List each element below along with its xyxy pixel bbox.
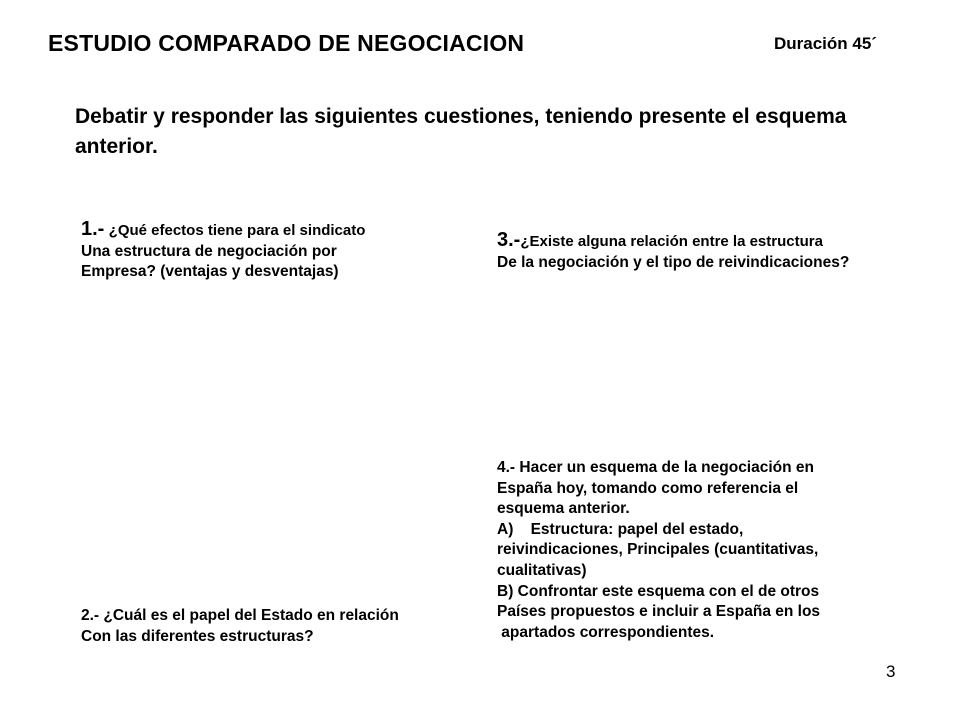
question-3-number: 3.- xyxy=(497,229,521,251)
question-4-line: Países propuestos e incluir a España en los xyxy=(497,603,821,621)
question-2-line: 2.- ¿Cuál es el papel del Estado en relación xyxy=(81,607,399,624)
question-1-number: 1.- xyxy=(81,218,105,240)
question-1-lead: ¿Qué efectos tiene para el sindicato xyxy=(108,222,366,239)
question-4-line: esquema anterior. xyxy=(497,500,630,518)
question-4-line: España hoy, tomando como referencia el xyxy=(497,479,799,497)
question-3-lead: ¿Existe alguna relación entre la estructura xyxy=(520,233,823,250)
question-2-line: Con las diferentes estructuras? xyxy=(81,627,314,645)
question-1-line: Empresa? (ventajas y desventajas) xyxy=(81,263,339,280)
question-2 xyxy=(81,606,399,647)
question-1 xyxy=(81,219,365,283)
page-number: 3 xyxy=(886,662,896,681)
question-1-line: Una estructura de negociación por xyxy=(81,242,337,260)
page-title: ESTUDIO COMPARADO DE NEGOCIACION xyxy=(48,30,525,56)
question-4-line: A) Estructura: papel del estado, xyxy=(497,520,744,538)
question-4-line: apartados correspondientes. xyxy=(497,623,715,641)
question-4-line: 4.- Hacer un esquema de la negociación en xyxy=(497,459,814,476)
question-1-heading xyxy=(81,219,365,242)
question-3 xyxy=(497,230,849,273)
question-3-heading xyxy=(497,230,849,253)
question-4-line: B) Confrontar este esquema con el de otros xyxy=(497,582,820,600)
instruction-text: Debatir y responder las siguientes cuestiones, teniendo presente el esquema anterior. xyxy=(75,105,847,158)
duration-label: Duración 45´ xyxy=(774,34,877,53)
question-4 xyxy=(497,458,820,643)
question-4-line: reivindicaciones, Principales (cuantitativas, xyxy=(497,541,819,559)
question-3-line: De la negociación y el tipo de reivindicaciones? xyxy=(497,253,850,271)
question-4-line: cualitativas) xyxy=(497,561,587,579)
